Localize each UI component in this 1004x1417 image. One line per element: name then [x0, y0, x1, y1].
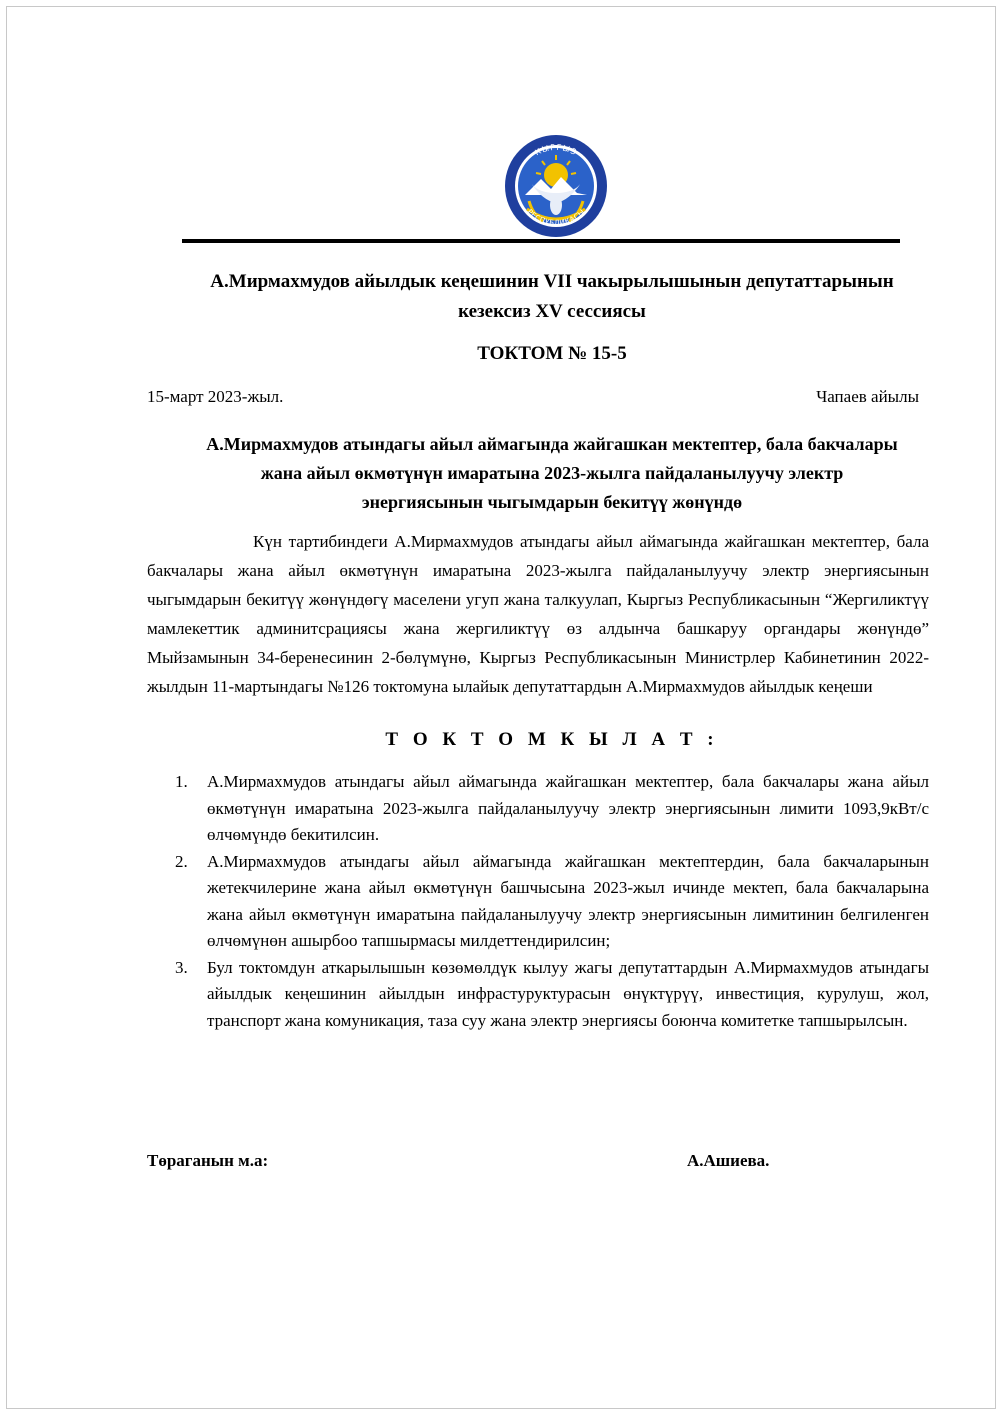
item-number: 3. — [175, 957, 188, 977]
decree-date: 15-март 2023-жыл. — [147, 387, 284, 406]
session-line-2: кезексиз XV сессиясы — [458, 301, 646, 322]
kyrgyz-republic-emblem-icon — [503, 133, 609, 239]
preamble-paragraph: Күн тартибиндеги А.Мирмахмудов атындагы айыл аймагында жайгашкан мектептер, бала бакчалары жана айыл өкмөтүнүн имаратына 2023-жылга пайдаланылуучу электр энергиясынын чыгымдарын бекитүү жөнүндөгү маселени угуп жана талкуулап, Кыргыз Республикасынын “Жергиликтүү мамлекеттик админитсрациясы жана жергиликтүү өз алдынча башкаруу органдары жөнүндө” Мыйзамынын 34-беренесинин 2-бөлүмүнө, Кыргыз Республикасынын Министрлер Кабинетинин 2022-жылдын 11-мартындагы №126 токтомуна ылайык депутаттардын А.Мирмахмудов айылдык кеңеши — [147, 532, 929, 696]
item-number: 2. — [175, 851, 188, 871]
decree-title: ТОКТОМ № 15-5 — [477, 343, 627, 364]
resolution-items — [147, 769, 929, 1034]
header-rule — [182, 239, 900, 243]
subject-line-3: энергиясынын чыгымдарын бекитүү жөнүндө — [361, 492, 743, 512]
subject-line-2: жана айыл өкмөтүнүн имаратына 2023-жылга пайдаланылуучу электр — [260, 463, 844, 483]
session-line-1: А.Мирмахмудов айылдык кеңешинин VII чакырылышынын депутаттарынын — [210, 271, 894, 292]
subject-line-1: А.Мирмахмудов атындагы айыл аймагында жайгашкан мектептер, бала бакчалары — [206, 434, 898, 454]
list-item — [147, 849, 929, 955]
signature-label: Төраганын м.а: — [147, 1151, 269, 1170]
emblem-top-text: КЫРГЫЗ — [533, 142, 579, 158]
signature-name: А.Ашиева. — [687, 1151, 770, 1170]
list-item — [147, 769, 929, 849]
decree-subject — [97, 430, 1004, 517]
item-text: А.Мирмахмудов атындагы айыл аймагында жайгашкан мектептердин, бала бакчаларынын жетекчилерине жана айыл өкмөтүнүн башчысына 2023-жыл ичинде мектеп, бала бакчаларына жана айыл өкмөтүнүн имаратына пайдаланылуучу электр энергиясынын лимитинин белгиленген өлчөмүнөн ашырбоо тапшырмасы милдеттендирилсин; — [207, 851, 929, 950]
list-item — [147, 955, 929, 1035]
session-heading — [97, 267, 1004, 327]
decree-place: Чапаев айылы — [816, 387, 919, 406]
resolves-heading: Т О К Т О М К Ы Л А Т : — [385, 729, 719, 750]
item-number: 1. — [175, 772, 188, 791]
emblem-bottom-text: РЕСПУБЛИКАСЫ — [525, 207, 587, 228]
item-text: А.Мирмахмудов атындагы айыл аймагында жайгашкан мектептер, бала бакчалары жана айыл өкмөтүнүн имаратына 2023-жылга пайдаланылуучу электр энергиясынын лимити 1093,9кВт/с өлчөмүндө бекитилсин. — [207, 772, 929, 844]
document-page — [6, 6, 996, 1409]
item-text: Бул токтомдун аткарылышын көзөмөлдүк кылуу жагы депутаттардын А.Мирмахмудов атындагы айылдык кеңешинин айылдын инфрастуруктурасын өнүктүрүү, инвестиция, курулуш, жол, транспорт жана комуникация, таза суу жана электр энергиясы боюнча комитетке тапшырылсын. — [207, 957, 929, 1030]
